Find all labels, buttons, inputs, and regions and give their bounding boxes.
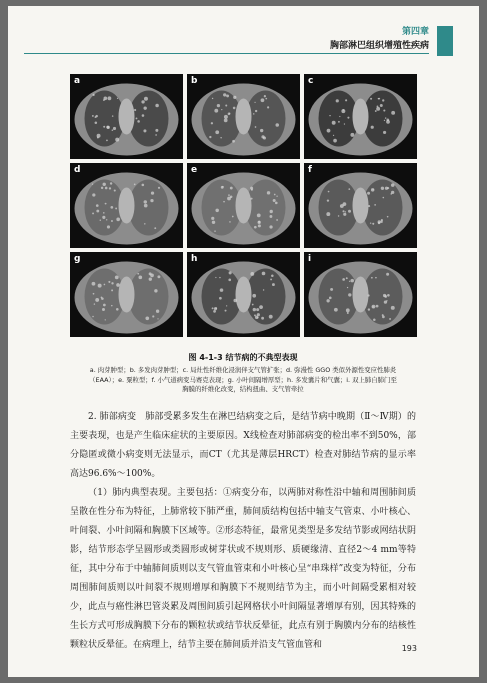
ct-panel-e	[187, 163, 300, 248]
chapter-title: 胸部淋巴组织增殖性疾病	[329, 41, 429, 51]
ct-panel-h	[187, 252, 300, 337]
body-text	[70, 408, 416, 655]
ct-panel-g	[70, 252, 183, 337]
caption-line: a. 肉芽肿型；b. 多发肉芽肿型；c. 局灶性纤维化浸润伴支气管扩张；d. 弥漫性 GGO 类似外源性变应性肺炎	[89, 366, 397, 374]
header-rule	[24, 53, 429, 54]
figure-title: 图 4-1-3 结节病的不典型表现	[188, 353, 298, 362]
ct-panel-a	[70, 74, 183, 159]
panel-label: b	[191, 76, 198, 86]
ct-panel-i	[304, 252, 417, 337]
panel-label: i	[308, 254, 312, 264]
ct-panel-b	[187, 74, 300, 159]
panel-label: c	[308, 76, 314, 86]
panel-label: f	[308, 165, 312, 175]
page-number: 193	[401, 644, 417, 653]
panel-label: d	[74, 165, 81, 175]
panel-label: e	[191, 165, 198, 175]
panel-label: g	[74, 254, 81, 264]
ct-panel-f	[304, 163, 417, 248]
ct-panel-d	[70, 163, 183, 248]
body-paragraph: （1）肺内典型表现。主要包括：①病变分布，以两肺对称性沿中轴和周围肺间质呈散在性分布为特征，上肺常较下肺严重，肺间质结构包括中轴支气管束、小叶核心、叶间裂、小叶间隔和胸膜下区域等。②形态特征，最常见类型是多发结节影或网结状阴影，结节形态学呈圆形或类圆形或树芽状或不规则形、质硬缘清、直径2～4 mm等特征，其中分布于中轴肺间质则以支气管血管束和小叶核心呈“串珠样”改变为特征，分布周围肺间质则以叶间裂不规则增厚和胸膜下不规则结节为主，而小叶间隔受累相对较少，此点与癌性淋巴管炎累及周围间质引起网格状小叶间隔显著增厚有别，因其特殊的生长方式可形成胸膜下分布的颗粒状或结节状反晕征，此点有别于胸膜内分布的结核性颗粒状反晕征。在病理上，结节主要在肺间质并沿支气管血管和	[70, 488, 416, 650]
panel-label: h	[191, 254, 198, 264]
body-paragraph: 2. 肺部病变 肺部受累多发生在淋巴结病变之后，是结节病中晚期（Ⅱ～Ⅳ期）的主要表现，也是产生临床症状的主要原因。X线检查对肺部病变的检出率不到50%，部分隐匿或微小病变则无法显示，而CT（尤其是薄层HRCT）检查对肺结节病的显示率高达96.6%～100%。	[70, 412, 416, 479]
chapter-label: 第四章	[401, 27, 429, 37]
caption-line: （EAA）；e. 粟粒型；f. 小气道病变马赛克表现；g. 小叶间隔增厚型；h. 多发囊片和气囊；i. 双上肺自肺门至	[89, 375, 397, 384]
caption-line: 胸膜的纤维化改变，结构扭曲、支气管牵拉	[182, 385, 304, 393]
document-page	[8, 6, 479, 677]
ct-panel-c	[304, 74, 417, 159]
panel-label: a	[74, 76, 81, 86]
header-color-block	[437, 26, 453, 56]
figure-caption	[68, 366, 418, 395]
